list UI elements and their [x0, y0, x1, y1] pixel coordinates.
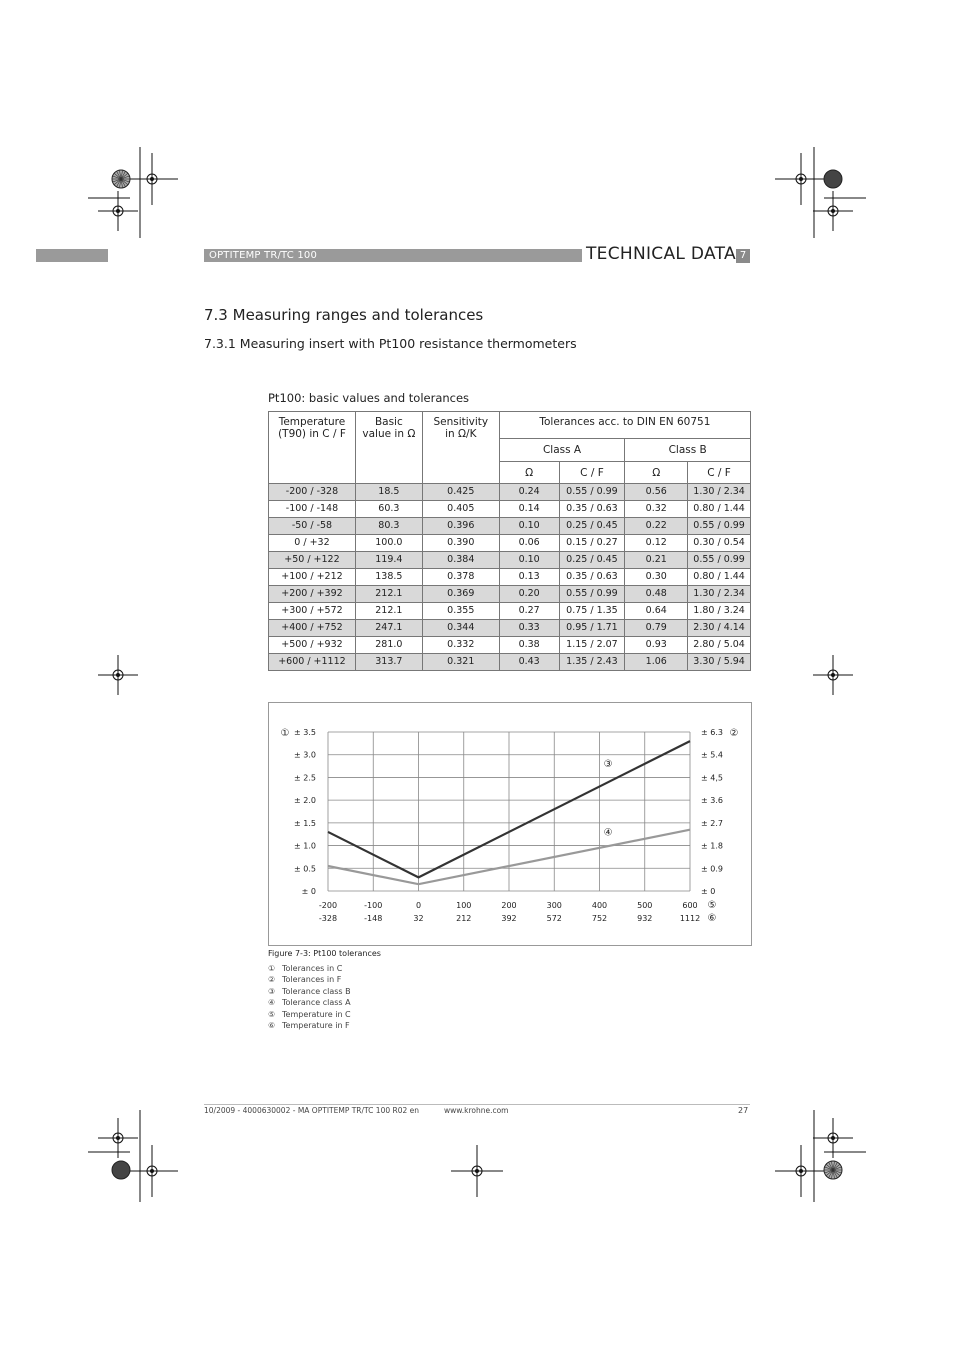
y-left-tick-label: ± 1.5 — [294, 818, 316, 828]
header-temperature: Temperature (T90) in C / F — [269, 412, 356, 484]
crosshair-dot — [150, 1169, 154, 1173]
x-tick-label-f: 1112 — [679, 914, 701, 923]
footer-document-id: 10/2009 - 4000630002 - MA OPTITEMP TR/TC 100 R02 en — [204, 1106, 420, 1115]
crosshair-dot — [116, 1136, 120, 1140]
cell-temperature: -100 / -148 — [269, 501, 356, 518]
cell-class-b-cf: 0.55 / 0.99 — [688, 552, 751, 569]
cell-temperature: +500 / +932 — [269, 637, 356, 654]
cell-sensitivity: 0.355 — [422, 603, 499, 620]
legend-text: Temperature in C — [282, 1009, 351, 1019]
x-tick-label-c: 500 — [637, 901, 653, 910]
x-tick-label-c: 300 — [546, 901, 562, 910]
table-row — [269, 484, 751, 501]
tolerance-chart — [269, 703, 751, 945]
cell-class-b-cf: 1.30 / 2.34 — [688, 484, 751, 501]
cell-temperature: -200 / -328 — [269, 484, 356, 501]
legend-item — [268, 986, 351, 997]
cell-sensitivity: 0.384 — [422, 552, 499, 569]
y-left-tick-label: ± 0 — [301, 887, 316, 896]
cell-sensitivity: 0.425 — [422, 484, 499, 501]
cell-class-a-ohm: 0.13 — [499, 569, 559, 586]
table-row — [269, 637, 751, 654]
cell-class-a-cf: 1.35 / 2.43 — [559, 654, 625, 671]
cell-class-b-ohm: 1.06 — [625, 654, 688, 671]
y-right-axis-marker: ② — [729, 728, 739, 739]
crosshair-dot — [799, 1169, 803, 1173]
header-ohm-b: Ω — [625, 462, 688, 484]
x-tick-label-f: 392 — [501, 914, 517, 923]
y-right-tick-label: ± 0.9 — [701, 864, 723, 874]
page-number: 27 — [738, 1106, 749, 1115]
legend-item — [268, 974, 351, 985]
legend-number: ② — [268, 975, 276, 985]
crosshair-dot — [831, 1136, 835, 1140]
x-tick-label-c: 0 — [415, 901, 422, 910]
x-tick-label-c: -100 — [364, 901, 383, 910]
cell-class-a-cf: 0.35 / 0.63 — [559, 501, 625, 518]
cell-temperature: +200 / +392 — [269, 586, 356, 603]
cell-class-b-cf: 0.55 / 0.99 — [688, 518, 751, 535]
cell-basic-value: 138.5 — [355, 569, 422, 586]
y-left-tick-label: ± 1.0 — [294, 841, 316, 851]
x-tick-label-c: -200 — [318, 901, 338, 910]
legend-text: Tolerance class A — [282, 998, 351, 1008]
cell-temperature: +400 / +752 — [269, 620, 356, 637]
cell-sensitivity: 0.390 — [422, 535, 499, 552]
cell-class-b-ohm: 0.30 — [625, 569, 688, 586]
cell-basic-value: 247.1 — [355, 620, 422, 637]
cell-sensitivity: 0.321 — [422, 654, 499, 671]
cell-sensitivity: 0.405 — [422, 501, 499, 518]
cell-class-b-ohm: 0.93 — [625, 637, 688, 654]
x-tick-label-f: -148 — [364, 914, 383, 923]
legend-number: ④ — [268, 998, 276, 1008]
header-cf-b: C / F — [688, 462, 751, 484]
header-tolerances: Tolerances acc. to DIN EN 60751 — [499, 412, 750, 439]
crosshair-dot — [116, 209, 120, 213]
cell-class-b-cf: 2.30 / 4.14 — [688, 620, 751, 637]
table-row — [269, 535, 751, 552]
y-right-tick-label: ± 6.3 — [701, 728, 723, 737]
legend-item — [268, 1020, 351, 1031]
x-tick-label-c: 100 — [456, 901, 472, 910]
header-class-b: Class B — [625, 439, 751, 462]
cell-class-a-ohm: 0.06 — [499, 535, 559, 552]
cell-class-a-ohm: 0.43 — [499, 654, 559, 671]
cell-class-a-cf: 1.15 / 2.07 — [559, 637, 625, 654]
cell-basic-value: 313.7 — [355, 654, 422, 671]
cell-class-a-cf: 0.95 / 1.71 — [559, 620, 625, 637]
cell-sensitivity: 0.378 — [422, 569, 499, 586]
y-right-tick-label: ± 1.8 — [701, 841, 723, 851]
table-row — [269, 501, 751, 518]
y-right-tick-label: ± 3.6 — [701, 796, 723, 806]
series-marker-label: ③ — [603, 759, 613, 771]
cell-class-b-cf: 0.80 / 1.44 — [688, 501, 751, 518]
cell-sensitivity: 0.396 — [422, 518, 499, 535]
cell-class-a-cf: 0.25 / 0.45 — [559, 518, 625, 535]
cell-temperature: +50 / +122 — [269, 552, 356, 569]
subsection-heading: 7.3.1 Measuring insert with Pt100 resistance thermometers — [204, 336, 577, 351]
cell-class-a-ohm: 0.20 — [499, 586, 559, 603]
cell-class-a-ohm: 0.10 — [499, 552, 559, 569]
legend-number: ⑤ — [268, 1009, 276, 1019]
cell-temperature: -50 / -58 — [269, 518, 356, 535]
legend-number: ⑥ — [268, 1021, 276, 1031]
cell-class-b-cf: 1.80 / 3.24 — [688, 603, 751, 620]
crosshair-dot — [831, 209, 835, 213]
cell-temperature: +600 / +1112 — [269, 654, 356, 671]
chapter-badge: 7 — [736, 249, 750, 263]
x-celsius-axis-marker: ⑤ — [707, 900, 717, 911]
y-left-tick-label: ± 2.0 — [294, 796, 316, 806]
x-fahrenheit-axis-marker: ⑥ — [707, 913, 717, 924]
pt100-table — [268, 411, 751, 671]
header-section-title: TECHNICAL DATA — [586, 244, 736, 264]
cell-class-b-ohm: 0.56 — [625, 484, 688, 501]
cell-basic-value: 60.3 — [355, 501, 422, 518]
legend-item — [268, 997, 351, 1008]
cell-class-b-ohm: 0.64 — [625, 603, 688, 620]
legend-item — [268, 963, 351, 974]
cell-class-a-cf: 0.55 / 0.99 — [559, 484, 625, 501]
table-row — [269, 586, 751, 603]
footer-rule — [204, 1104, 750, 1105]
cell-basic-value: 212.1 — [355, 586, 422, 603]
x-tick-label-c: 600 — [682, 901, 698, 910]
table-row — [269, 654, 751, 671]
legend-text: Tolerances in C — [282, 964, 343, 973]
cell-class-b-cf: 0.30 / 0.54 — [688, 535, 751, 552]
cell-temperature: +100 / +212 — [269, 569, 356, 586]
footer-url[interactable]: www.krohne.com — [444, 1106, 509, 1115]
cell-class-b-ohm: 0.48 — [625, 586, 688, 603]
x-tick-label-f: 752 — [591, 914, 608, 923]
cell-class-b-ohm: 0.22 — [625, 518, 688, 535]
x-tick-label-f: 932 — [637, 914, 653, 923]
cell-class-b-cf: 0.80 / 1.44 — [688, 569, 751, 586]
cell-class-a-cf: 0.55 / 0.99 — [559, 586, 625, 603]
cell-class-b-cf: 1.30 / 2.34 — [688, 586, 751, 603]
cell-class-a-ohm: 0.27 — [499, 603, 559, 620]
x-tick-label-f: 32 — [413, 914, 424, 923]
cell-basic-value: 100.0 — [355, 535, 422, 552]
table-row — [269, 569, 751, 586]
section-heading: 7.3 Measuring ranges and tolerances — [204, 306, 484, 324]
cell-sensitivity: 0.344 — [422, 620, 499, 637]
cell-sensitivity: 0.332 — [422, 637, 499, 654]
cell-class-a-ohm: 0.24 — [499, 484, 559, 501]
cell-class-b-cf: 2.80 / 5.04 — [688, 637, 751, 654]
y-right-tick-label: ± 4,5 — [701, 773, 723, 783]
header-cf-a: C / F — [559, 462, 625, 484]
cell-class-a-ohm: 0.14 — [499, 501, 559, 518]
cell-basic-value: 18.5 — [355, 484, 422, 501]
figure-caption: Figure 7-3: Pt100 tolerances — [268, 949, 381, 958]
cell-class-b-ohm: 0.21 — [625, 552, 688, 569]
cell-basic-value: 212.1 — [355, 603, 422, 620]
x-tick-label-f: 212 — [456, 914, 472, 923]
cell-class-a-cf: 0.35 / 0.63 — [559, 569, 625, 586]
figure-legend — [268, 963, 351, 1031]
legend-item — [268, 1009, 351, 1020]
color-target-icon — [824, 170, 842, 188]
cell-basic-value: 281.0 — [355, 637, 422, 654]
crosshair-dot — [116, 673, 120, 677]
crosshair-dot — [799, 177, 803, 181]
cell-class-a-cf: 0.25 / 0.45 — [559, 552, 625, 569]
legend-text: Tolerances in F — [282, 975, 342, 985]
y-right-tick-label: ± 2.7 — [701, 818, 723, 828]
crosshair-dot — [475, 1169, 479, 1173]
table-row — [269, 603, 751, 620]
y-left-tick-label: ± 2.5 — [294, 773, 316, 783]
table-row — [269, 620, 751, 637]
cell-class-b-ohm: 0.12 — [625, 535, 688, 552]
table-row — [269, 518, 751, 535]
header-ohm-a: Ω — [499, 462, 559, 484]
header-product: OPTITEMP TR/TC 100 — [209, 250, 318, 261]
y-right-tick-label: ± 5.4 — [701, 750, 723, 760]
cell-class-b-cf: 3.30 / 5.94 — [688, 654, 751, 671]
table-row — [269, 552, 751, 569]
header-basic-value: Basic value in Ω — [355, 412, 422, 484]
table-caption: Pt100: basic values and tolerances — [268, 391, 470, 405]
y-left-tick-label: ± 3.0 — [294, 750, 316, 760]
series-marker-label: ④ — [603, 827, 613, 839]
legend-number: ① — [268, 964, 276, 973]
legend-text: Temperature in F — [282, 1021, 350, 1031]
cell-class-a-cf: 0.75 / 1.35 — [559, 603, 625, 620]
cell-class-b-ohm: 0.32 — [625, 501, 688, 518]
header-class-a: Class A — [499, 439, 625, 462]
y-left-tick-label: ± 0.5 — [294, 864, 316, 874]
crosshair-dot — [150, 177, 154, 181]
cell-basic-value: 119.4 — [355, 552, 422, 569]
x-tick-label-f: 572 — [546, 914, 562, 923]
color-target-icon — [112, 1161, 130, 1179]
cell-class-b-ohm: 0.79 — [625, 620, 688, 637]
header-sensitivity: Sensitivity in Ω/K — [422, 412, 499, 484]
cell-sensitivity: 0.369 — [422, 586, 499, 603]
y-right-tick-label: ± 0 — [701, 887, 716, 896]
y-left-tick-label: ± 3.5 — [294, 728, 316, 737]
tolerance-chart-frame — [268, 702, 752, 946]
legend-number: ③ — [268, 986, 276, 996]
header-band-left — [36, 249, 108, 262]
cell-temperature: +300 / +572 — [269, 603, 356, 620]
cell-class-a-ohm: 0.33 — [499, 620, 559, 637]
legend-text: Tolerance class B — [282, 986, 351, 996]
x-tick-label-c: 200 — [501, 901, 517, 910]
cell-class-a-ohm: 0.10 — [499, 518, 559, 535]
cell-basic-value: 80.3 — [355, 518, 422, 535]
y-left-axis-marker: ① — [280, 728, 290, 739]
crosshair-dot — [831, 673, 835, 677]
cell-class-a-cf: 0.15 / 0.27 — [559, 535, 625, 552]
cell-class-a-ohm: 0.38 — [499, 637, 559, 654]
cell-temperature: 0 / +32 — [269, 535, 356, 552]
x-tick-label-c: 400 — [591, 901, 608, 910]
x-tick-label-f: -328 — [318, 914, 338, 923]
